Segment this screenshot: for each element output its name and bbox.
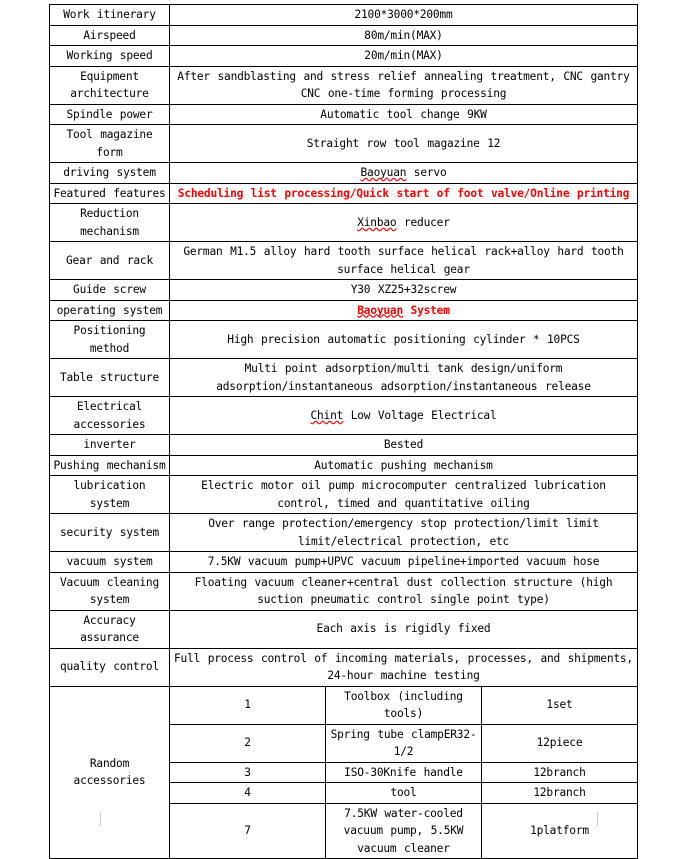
spec-value: Each axis is rigidly fixed bbox=[170, 610, 638, 648]
table-row bbox=[50, 104, 638, 125]
spec-label: Gear and rack bbox=[50, 242, 170, 280]
spec-value: Electric motor oil pump microcomputer centralized lubrication control, timed and quantitative oiling bbox=[170, 476, 638, 514]
spec-label: Airspeed bbox=[50, 25, 170, 46]
spec-value bbox=[170, 204, 638, 242]
spec-value bbox=[170, 163, 638, 184]
table-row bbox=[50, 125, 638, 163]
table-row bbox=[50, 163, 638, 184]
spec-table-body bbox=[50, 5, 638, 859]
spec-value: 20m/min(MAX) bbox=[170, 46, 638, 67]
accessory-name: ISO-30Knife handle bbox=[326, 762, 482, 783]
spec-label: operating system bbox=[50, 300, 170, 321]
table-row bbox=[50, 476, 638, 514]
spec-value: Over range protection/emergency stop protection/limit limit limit/electrical protection, etc bbox=[170, 514, 638, 552]
table-row bbox=[50, 648, 638, 686]
spec-label: security system bbox=[50, 514, 170, 552]
spec-value: German M1.5 alloy hard tooth surface helical rack+alloy hard tooth surface helical gear bbox=[170, 242, 638, 280]
accessory-qty: 1set bbox=[482, 686, 638, 724]
accessory-number: 2 bbox=[170, 724, 326, 762]
spec-label: quality control bbox=[50, 648, 170, 686]
spec-label: Tool magazine form bbox=[50, 125, 170, 163]
spec-label: Reduction mechanism bbox=[50, 204, 170, 242]
spec-value: 7.5KW vacuum pump+UPVC vacuum pipeline+imported vacuum hose bbox=[170, 552, 638, 573]
accessory-name: 7.5KW water-cooled vacuum pump, 5.5KW vacuum cleaner bbox=[326, 803, 482, 859]
table-row bbox=[50, 46, 638, 67]
accessory-qty: 12branch bbox=[482, 783, 638, 804]
spec-value-rest: System bbox=[403, 303, 450, 317]
table-row bbox=[50, 183, 638, 204]
table-row bbox=[50, 455, 638, 476]
table-row bbox=[50, 300, 638, 321]
spec-label: vacuum system bbox=[50, 552, 170, 573]
table-row bbox=[50, 321, 638, 359]
accessory-name: Toolbox (including tools) bbox=[326, 686, 482, 724]
spec-label: Featured features bbox=[50, 183, 170, 204]
spec-label: lubrication system bbox=[50, 476, 170, 514]
table-row bbox=[50, 397, 638, 435]
spec-value-rest: Low Voltage Electrical bbox=[343, 408, 497, 422]
accessory-number: 1 bbox=[170, 686, 326, 724]
spec-value: Floating vacuum cleaner+central dust collection structure (high suction pneumatic control single point type) bbox=[170, 572, 638, 610]
accessory-number: 3 bbox=[170, 762, 326, 783]
misspelled-word: Chint bbox=[310, 408, 344, 422]
spec-value: Full process control of incoming materials, processes, and shipments, 24-hour machine testing bbox=[170, 648, 638, 686]
page-margin-guide-right bbox=[597, 812, 598, 826]
spec-label: inverter bbox=[50, 435, 170, 456]
misspelled-word: Baoyuan bbox=[357, 303, 403, 317]
spec-value-featured: Scheduling list processing/Quick start of foot valve/Online printing bbox=[170, 183, 638, 204]
accessories-label: Random accessories bbox=[50, 686, 170, 859]
spec-label: driving system bbox=[50, 163, 170, 184]
accessories-row bbox=[50, 686, 638, 724]
spec-value: Automatic tool change 9KW bbox=[170, 104, 638, 125]
table-row bbox=[50, 435, 638, 456]
accessory-number: 4 bbox=[170, 783, 326, 804]
spec-label: Electrical accessories bbox=[50, 397, 170, 435]
spec-label: Equipment architecture bbox=[50, 66, 170, 104]
spec-label: Positioning method bbox=[50, 321, 170, 359]
spec-value: Bested bbox=[170, 435, 638, 456]
spec-label: Vacuum cleaning system bbox=[50, 572, 170, 610]
spec-value: 2100*3000*200mm bbox=[170, 5, 638, 26]
table-row bbox=[50, 572, 638, 610]
spec-value: 80m/min(MAX) bbox=[170, 25, 638, 46]
spec-value-rest: reducer bbox=[396, 215, 450, 229]
spec-value: Y30 XZ25+32screw bbox=[170, 280, 638, 301]
page-margin-guide-left bbox=[100, 812, 101, 826]
spec-label: Spindle power bbox=[50, 104, 170, 125]
table-row bbox=[50, 514, 638, 552]
table-row bbox=[50, 204, 638, 242]
spec-value: Automatic pushing mechanism bbox=[170, 455, 638, 476]
misspelled-word: Xinbao bbox=[357, 215, 397, 229]
table-row bbox=[50, 359, 638, 397]
table-row bbox=[50, 66, 638, 104]
spec-value-rest: servo bbox=[406, 166, 447, 179]
accessory-qty: 12piece bbox=[482, 724, 638, 762]
spec-value: After sandblasting and stress relief annealing treatment, CNC gantry CNC one-time forming processing bbox=[170, 66, 638, 104]
spec-label: Accuracy assurance bbox=[50, 610, 170, 648]
spec-value bbox=[170, 397, 638, 435]
spec-label: Table structure bbox=[50, 359, 170, 397]
spec-label: Working speed bbox=[50, 46, 170, 67]
spec-label: Work itinerary bbox=[50, 5, 170, 26]
table-row bbox=[50, 610, 638, 648]
table-row bbox=[50, 5, 638, 26]
misspelled-word: Baoyuan bbox=[360, 166, 407, 179]
spec-label: Pushing mechanism bbox=[50, 455, 170, 476]
accessory-qty: 1platform bbox=[482, 803, 638, 859]
spec-value: High precision automatic positioning cylinder * 10PCS bbox=[170, 321, 638, 359]
spec-value-operating-system bbox=[170, 300, 638, 321]
spec-value: Straight row tool magazine 12 bbox=[170, 125, 638, 163]
table-row bbox=[50, 552, 638, 573]
table-row bbox=[50, 280, 638, 301]
spec-label: Guide screw bbox=[50, 280, 170, 301]
spec-value: Multi point adsorption/multi tank design/uniform adsorption/instantaneous adsorption/instantaneous release bbox=[170, 359, 638, 397]
table-row bbox=[50, 242, 638, 280]
accessory-qty: 12branch bbox=[482, 762, 638, 783]
accessory-name: Spring tube clampER32-1/2 bbox=[326, 724, 482, 762]
accessory-number: 7 bbox=[170, 803, 326, 859]
accessory-name: tool bbox=[326, 783, 482, 804]
specification-table bbox=[49, 4, 638, 859]
table-row bbox=[50, 25, 638, 46]
